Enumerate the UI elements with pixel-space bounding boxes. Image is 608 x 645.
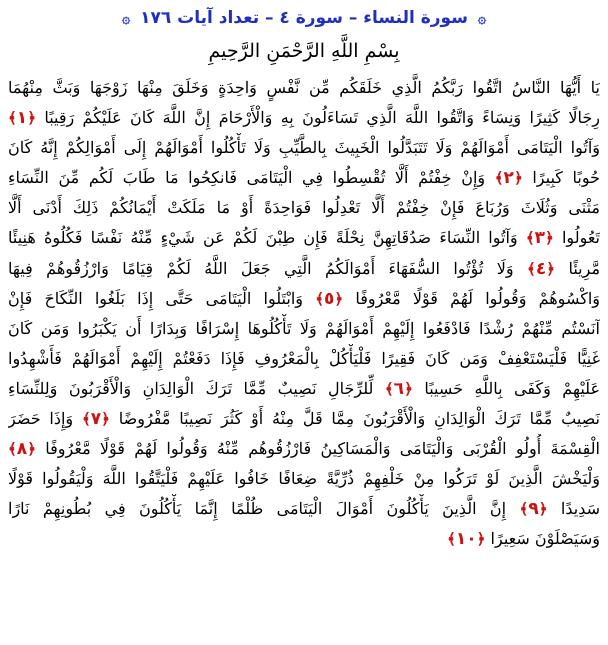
verse-text: تَعُولُوا [553, 228, 600, 248]
verse-number: ٨ [16, 439, 28, 460]
verse-number-marker [8, 439, 36, 458]
header-ornament-left-icon: ۞ [121, 11, 131, 27]
verse-text: رِجَالًا كَثِيرًا وَنِسَاءً وَاتَّقُوا اللَّهَ الَّذِي تَسَاءَلُونَ بِهِ وَالْأَرْحَامَ إِنَّ اللَّهَ كَانَ عَلَيْكُمْ رَقِيبًا [35, 108, 600, 128]
verse-marker-close-bracket: ﴾ [315, 289, 324, 308]
verse-marker-open-bracket: ﴿ [538, 500, 548, 519]
verse-text: وَابْتَلُوا الْيَتَامَى حَتَّى إِذَا بَلَغُوا النِّكَاحَ فَإِنْ [8, 288, 316, 308]
verse-marker-open-bracket: ﴿ [101, 410, 110, 429]
verse-number-marker [82, 409, 110, 428]
verse-text-block [8, 73, 600, 555]
text-line [8, 163, 600, 193]
verse-text: عَلَيْهِمْ وَكَفَى بِاللَّهِ حَسِيبًا [412, 378, 600, 398]
verse-marker-open-bracket: ﴿ [476, 530, 486, 549]
basmala: بِسْمِ اللَّهِ الرَّحْمَنِ الرَّحِيمِ [208, 40, 400, 62]
verse-number: ١ [16, 108, 28, 129]
verse-number: ٢ [503, 168, 514, 189]
verse-number-marker [526, 228, 554, 247]
verse-number: ١٠ [455, 529, 477, 550]
text-line [8, 344, 600, 374]
verse-text: وَسَيَصْلَوْنَ سَعِيرًا [485, 529, 600, 549]
text-line [8, 464, 600, 494]
verse-marker-open-bracket: ﴿ [546, 259, 556, 278]
verse-number: ٤ [535, 258, 547, 279]
verse-text: لِّلرِّجَالِ نَصِيبٌ مِّمَّا تَرَكَ الْوَالِدَانِ وَالْأَقْرَبُونَ وَلِلنِّسَاءِ [8, 378, 385, 398]
verse-text: وَإِنْ خِفْتُمْ أَلَّا تُقْسِطُوا فِي الْيَتَامَى فَانكِحُوا مَا طَابَ لَكُم مِّنَ النِّسَاءِ [8, 168, 495, 188]
verse-number: ٥ [323, 288, 335, 309]
verse-number-marker [527, 259, 555, 278]
verse-number-marker [447, 529, 485, 548]
header-ornament-right-icon: ۞ [477, 11, 487, 27]
text-line [8, 254, 600, 284]
verse-text: حُوبًا كَبِيرًا [522, 168, 600, 188]
verse-marker-close-bracket: ﴾ [447, 530, 456, 549]
verse-text: الْقِسْمَةَ أُولُو الْقُرْبَى وَالْيَتَامَى وَالْمَسَاكِينُ فَارْزُقُوهُم مِّنْهُ وَقُولُوا لَهُمْ قَوْلًا مَّعْرُوفًا [35, 439, 600, 459]
text-line [8, 404, 600, 434]
surah-title: سورة النساء – سورة ٤ – تعداد آيات ١٧٦ [140, 8, 468, 28]
text-line [8, 494, 600, 524]
verse-marker-close-bracket: ﴾ [519, 500, 529, 519]
text-line [8, 73, 600, 103]
verse-number-marker [495, 168, 523, 187]
verse-marker-open-bracket: ﴿ [545, 229, 554, 248]
verse-marker-close-bracket: ﴾ [81, 410, 91, 429]
verse-text: وَلْيَخْشَ الَّذِينَ لَوْ تَرَكُوا مِنْ خَلْفِهِمْ ذُرِّيَّةً ضِعَافًا خَافُوا عَلَيْهِمْ فَلْيَتَّقُوا اللَّهَ وَلْيَقُولُوا قَوْلًا [8, 469, 600, 489]
verse-text: غَنِيًّا فَلْيَسْتَعْفِفْ وَمَن كَانَ فَقِيرًا فَلْيَأْكُلْ بِالْمَعْرُوفِ فَإِذَا دَفَعْتُمْ إِلَيْهِمْ أَمْوَالَهُمْ فَأَشْهِدُوا [8, 348, 600, 368]
verse-marker-close-bracket: ﴾ [8, 109, 17, 128]
verse-text: سَدِيدًا [547, 499, 600, 519]
verse-text: إِنَّ الَّذِينَ يَأْكُلُونَ أَمْوَالَ الْيَتَامَى ظُلْمًا إِنَّمَا يَأْكُلُونَ فِي بُطُونِهِمْ نَارًا [8, 499, 520, 519]
verse-text: وَإِذَا حَضَرَ [8, 409, 82, 429]
verse-text: وَآتُوا الْيَتَامَى أَمْوَالَهُمْ وَلَا تَتَبَدَّلُوا الْخَبِيثَ بِالطَّيِّبِ وَلَا تَأْكُلُوا أَمْوَالَهُمْ إِلَى أَمْوَالِكُمْ إِنَّهُ كَانَ [8, 138, 600, 158]
text-line [8, 524, 600, 554]
text-line [8, 103, 600, 133]
verse-text: وَآتُوا النِّسَاءَ صَدُقَاتِهِنَّ نِحْلَةً فَإِن طِبْنَ لَكُمْ عَن شَيْءٍ مِّنْهُ نَفْسًا فَكُلُوهُ هَنِيئًا [8, 228, 526, 248]
text-line [8, 223, 600, 253]
surah-header [0, 6, 608, 30]
verse-text: وَلَا تُؤْتُوا السُّفَهَاءَ أَمْوَالَكُمُ الَّتِي جَعَلَ اللَّهُ لَكُمْ قِيَامًا وَارْزُقُوهُمْ فِيهَا [8, 258, 528, 278]
verse-text: يَا أَيُّهَا النَّاسُ اتَّقُوا رَبَّكُمُ الَّذِي خَلَقَكُم مِّن نَّفْسٍ وَاحِدَةٍ وَخَلَقَ مِنْهَا زَوْجَهَا وَبَثَّ مِنْهُمَا [8, 78, 600, 97]
verse-text: مَثْنَى وَثُلَاثَ وَرُبَاعَ فَإِنْ خِفْتُمْ أَلَّا تَعْدِلُوا فَوَاحِدَةً أَوْ مَا مَلَكَتْ أَيْمَانُكُمْ ذَلِكَ أَدْنَى أَلَّا [8, 198, 600, 218]
verse-marker-close-bracket: ﴾ [384, 379, 394, 398]
verse-marker-open-bracket: ﴿ [27, 440, 36, 459]
text-line [8, 193, 600, 223]
text-line [8, 434, 600, 464]
verse-marker-open-bracket: ﴿ [513, 169, 523, 188]
text-line [8, 374, 600, 404]
verse-marker-open-bracket: ﴿ [404, 379, 413, 398]
verse-number: ٦ [393, 378, 405, 399]
text-line [8, 314, 600, 344]
verse-number-marker [8, 108, 36, 127]
verse-number: ٣ [534, 228, 546, 249]
verse-text: نَصِيبٌ مِّمَّا تَرَكَ الْوَالِدَانِ وَالْأَقْرَبُونَ مِمَّا قَلَّ مِنْهُ أَوْ كَثُرَ نَصِيبًا مَّفْرُوضًا [109, 409, 600, 429]
verse-number-marker [520, 499, 548, 518]
verse-text: وَاكْسُوهُمْ وَقُولُوا لَهُمْ قَوْلًا مَّعْرُوفًا [343, 288, 600, 308]
verse-text: آنَسْتُم مِّنْهُمْ رُشْدًا فَادْفَعُوا إِلَيْهِمْ أَمْوَالَهُمْ وَلَا تَأْكُلُوهَا إِسْرَافًا وَبِدَارًا أَن يَكْبَرُوا وَمَن كَانَ [8, 318, 600, 338]
verse-number-marker [315, 289, 343, 308]
verse-marker-close-bracket: ﴾ [525, 229, 535, 248]
text-line [8, 284, 600, 314]
verse-marker-close-bracket: ﴾ [8, 440, 17, 459]
verse-number: ٧ [90, 409, 102, 430]
verse-marker-open-bracket: ﴿ [27, 109, 36, 128]
verse-marker-close-bracket: ﴾ [527, 259, 536, 278]
verse-marker-open-bracket: ﴿ [334, 289, 344, 308]
verse-number: ٩ [528, 499, 539, 520]
verse-number-marker [385, 379, 413, 398]
verse-text: مَّرِيئًا [555, 258, 600, 278]
text-line [8, 133, 600, 163]
verse-marker-close-bracket: ﴾ [494, 169, 504, 188]
